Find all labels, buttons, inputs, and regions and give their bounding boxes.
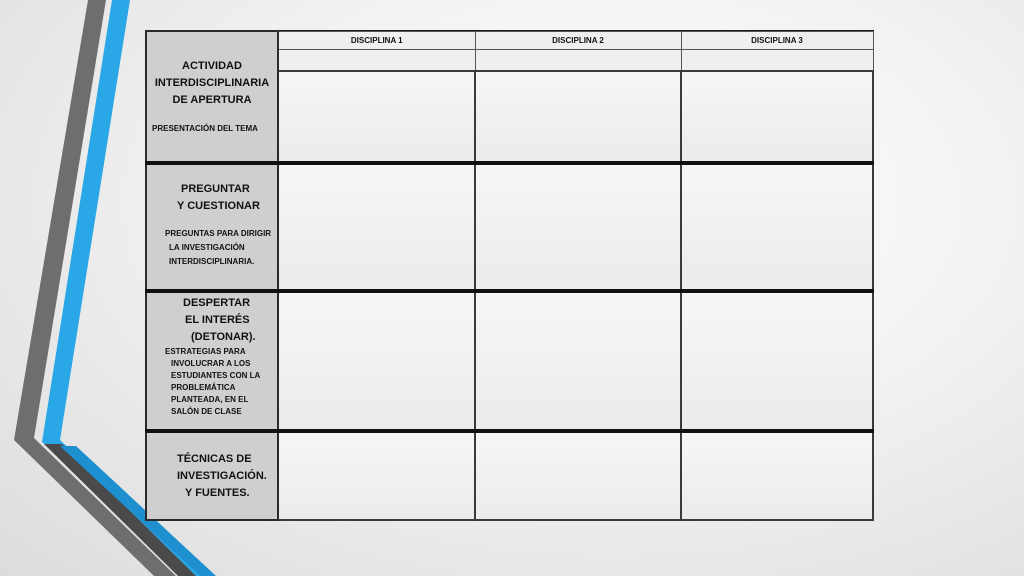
label-title: DE APERTURA xyxy=(172,94,252,106)
cell-preguntar-2[interactable] xyxy=(475,163,681,291)
label-subtitle: PRESENTACIÓN DEL TEMA xyxy=(152,124,258,133)
subheader-cell-1[interactable] xyxy=(278,49,475,71)
label-subtitle: INTERDISCIPLINARIA. xyxy=(169,256,255,266)
cell-despertar-2[interactable] xyxy=(475,291,681,431)
label-title: Y CUESTIONAR xyxy=(177,199,260,212)
cell-preguntar-3[interactable] xyxy=(681,163,873,291)
label-title: Y FUENTES. xyxy=(185,486,250,499)
label-subtitle: PROBLEMÁTICA xyxy=(171,382,236,392)
cell-tecnicas-1[interactable] xyxy=(278,431,475,520)
cell-preguntar-1[interactable] xyxy=(278,163,475,291)
label-subtitle: ESTRATEGIAS PARA xyxy=(165,346,246,356)
cell-tecnicas-2[interactable] xyxy=(475,431,681,520)
cell-apertura-3[interactable] xyxy=(681,71,873,163)
header-disciplina-2: DISCIPLINA 2 xyxy=(475,31,681,49)
header-disciplina-3: DISCIPLINA 3 xyxy=(681,31,873,49)
cell-apertura-2[interactable] xyxy=(475,71,681,163)
label-title: TÉCNICAS DE xyxy=(177,452,252,465)
subheader-cell-3[interactable] xyxy=(681,49,873,71)
label-subtitle: PLANTEADA, EN EL xyxy=(171,394,249,404)
label-title: PREGUNTAR xyxy=(181,182,250,195)
subheader-cell-2[interactable] xyxy=(475,49,681,71)
cell-tecnicas-3[interactable] xyxy=(681,431,873,520)
row-label-despertar xyxy=(146,291,278,431)
label-subtitle: SALÓN DE CLASE xyxy=(171,406,242,416)
label-subtitle: ESTUDIANTES CON LA xyxy=(171,370,261,380)
label-title: EL INTERÉS xyxy=(185,313,250,326)
row-label-tecnicas xyxy=(146,431,278,520)
row-label-apertura xyxy=(146,31,278,163)
label-subtitle: LA INVESTIGACIÓN xyxy=(169,242,245,252)
label-title: ACTIVIDAD xyxy=(182,60,242,72)
label-title: (DETONAR). xyxy=(191,330,256,343)
cell-apertura-1[interactable] xyxy=(278,71,475,163)
planning-table xyxy=(145,30,874,521)
label-subtitle: INVOLUCRAR A LOS xyxy=(171,358,251,368)
cell-despertar-1[interactable] xyxy=(278,291,475,431)
label-subtitle: PREGUNTAS PARA DIRIGIR xyxy=(165,228,272,238)
row-label-preguntar xyxy=(146,163,278,291)
label-title: INTERDISCIPLINARIA xyxy=(154,77,270,89)
header-disciplina-1: DISCIPLINA 1 xyxy=(278,31,475,49)
cell-despertar-3[interactable] xyxy=(681,291,873,431)
label-title: DESPERTAR xyxy=(183,296,251,309)
label-title: INVESTIGACIÓN. xyxy=(177,469,267,482)
